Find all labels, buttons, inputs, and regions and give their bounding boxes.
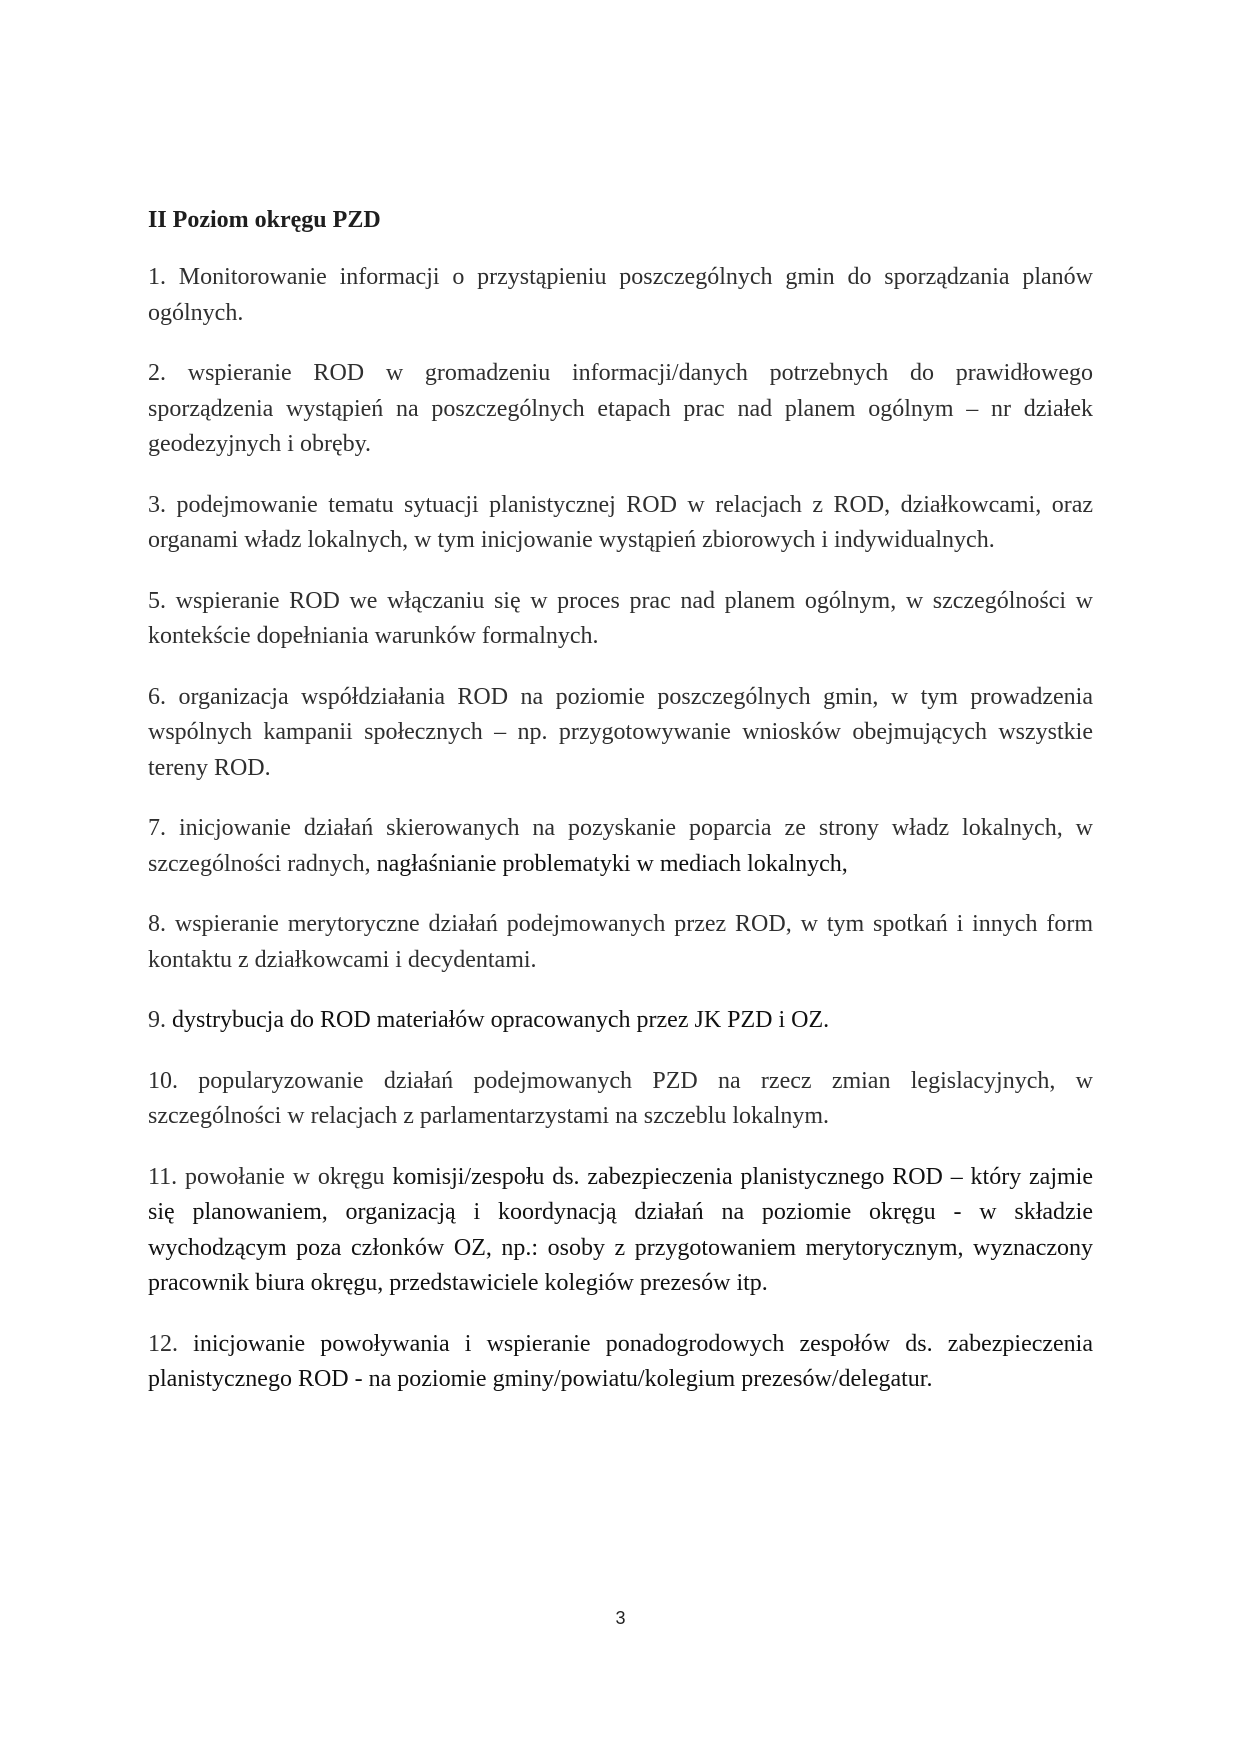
section-heading: II Poziom okręgu PZD: [148, 207, 381, 233]
list-item-text: 7. inicjowanie działań skierowanych na pozyskanie poparcia ze strony władz lokalnych, w szczególności radnych,: [148, 815, 1093, 877]
list-item-emphasis: komisji/zespołu ds. zabezpieczenia planistycznego ROD – który zajmie się planowaniem, organizacją i koordynacją działań na poziomie okręgu - w składzie wychodzącym poza członków OZ, np.: osoby z przygotowaniem merytorycznym, wyznaczony pracownik biura okręgu, przedstawiciele kolegiów prezesów itp.: [148, 1163, 1093, 1296]
page-number: 3: [615, 1608, 626, 1628]
list-item: [148, 907, 1093, 978]
list-item: [148, 811, 1093, 882]
list-item-text: 11. powołanie w okręgu: [148, 1163, 393, 1190]
list-item: [148, 260, 1093, 331]
list-item-text: 6. organizacja współdziałania ROD na poziomie poszczególnych gmin, w tym prowadzenia wspólnych kampanii społecznych – np. przygotowywanie wniosków obejmujących wszystkie tereny ROD.: [148, 683, 1093, 781]
list-item: [148, 356, 1093, 463]
list-item: [148, 488, 1093, 559]
list-item-text: 12.: [148, 1330, 194, 1357]
list-item-text: 1. Monitorowanie informacji o przystąpieniu poszczególnych gmin do sporządzania planów ogólnych.: [148, 264, 1093, 326]
list-item: [148, 584, 1093, 655]
list-item-text: 8. wspieranie merytoryczne działań podejmowanych przez ROD, w tym spotkań i innych form kontaktu z działkowcami i decydentami.: [148, 911, 1093, 973]
document-body: [148, 203, 1093, 1423]
list-item: [148, 680, 1093, 787]
list-item-text: 5. wspieranie ROD we włączaniu się w proces prac nad planem ogólnym, w szczególności w kontekście dopełniania warunków formalnych.: [148, 587, 1093, 649]
list-item-emphasis: dystrybucja do ROD materiałów opracowanych przez JK PZD i OZ.: [172, 1007, 830, 1033]
list-item-emphasis: nagłaśnianie problematyki w mediach lokalnych,: [376, 850, 848, 877]
list-item: [148, 1064, 1093, 1135]
list-item: [148, 1160, 1093, 1302]
list-item: [148, 1003, 1093, 1039]
list-item-text: 2. wspieranie ROD w gromadzeniu informacji/danych potrzebnych do prawidłowego sporządzenia wystąpień na poszczególnych etapach prac nad planem ogólnym – nr działek geodezyjnych i obręby.: [148, 360, 1093, 457]
list-item-text: 3. podejmowanie tematu sytuacji planistycznej ROD w relacjach z ROD, działkowcami, oraz organami władz lokalnych, w tym inicjowanie wystąpień zbiorowych i indywidualnych.: [148, 491, 1093, 553]
list-item: [148, 1327, 1093, 1398]
list-item-text: 10. popularyzowanie działań podejmowanych PZD na rzecz zmian legislacyjnych, w szczególności w relacjach z parlamentarzystami na szczeblu lokalnym.: [148, 1067, 1093, 1129]
list-item-emphasis: inicjowanie powoływania i wspieranie ponadogrodowych zespołów ds. zabezpieczenia planistycznego ROD - na poziomie gminy/powiatu/kolegium prezesów/delegatur.: [148, 1330, 1094, 1392]
list-item-text: 9.: [148, 1007, 172, 1033]
